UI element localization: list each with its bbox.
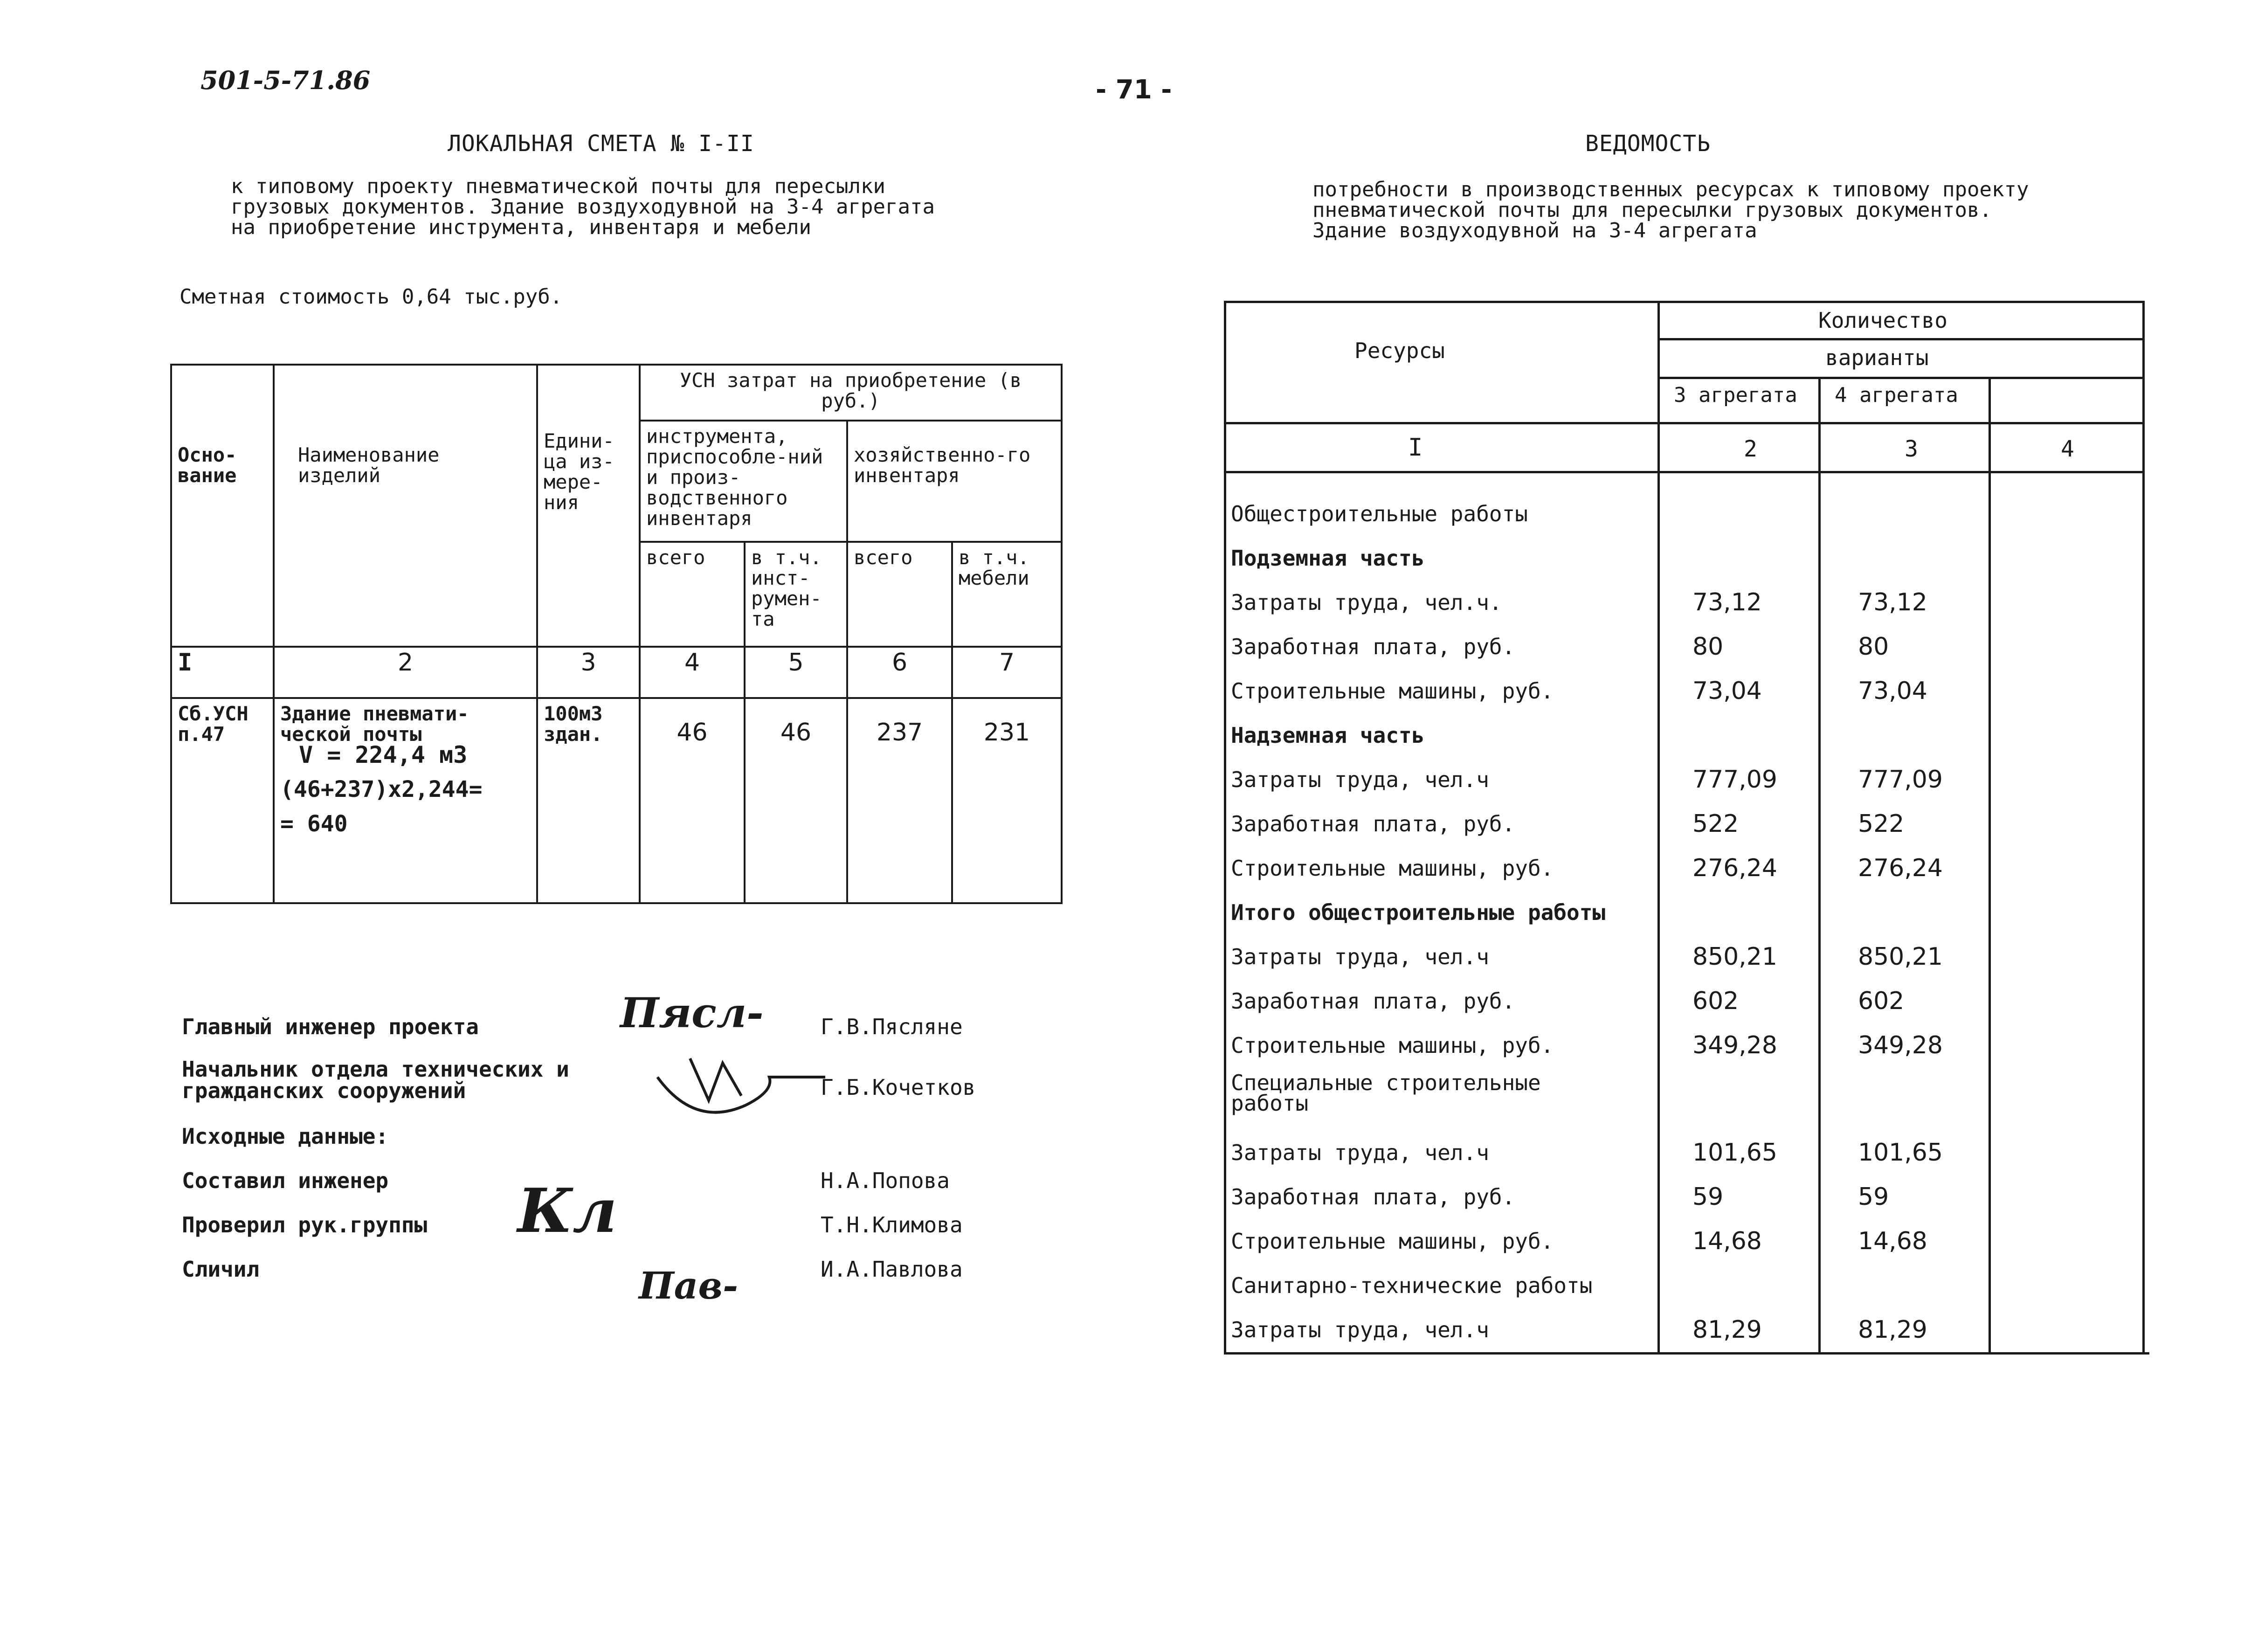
- estimate-cost: Сметная стоимость 0,64 тыс.руб.: [180, 285, 563, 309]
- row-unit: 100м3 здан.: [537, 698, 640, 903]
- value-4-units: 59: [1858, 1183, 1889, 1211]
- header-quantity: Количество: [1818, 308, 1947, 333]
- resource-label: Затраты труда, чел.ч: [1231, 1317, 1489, 1342]
- col-number: I: [171, 647, 274, 698]
- vedomost-title: ВЕДОМОСТЬ: [1585, 131, 1711, 157]
- row-value-4: 46: [640, 698, 745, 903]
- value-3-units: 602: [1692, 987, 1739, 1015]
- intro-line: потребности в производственных ресурсах к типовому проекту: [1312, 178, 2029, 201]
- value-4-units: 602: [1858, 987, 1905, 1015]
- row-value-7: 231: [952, 698, 1062, 903]
- value-4-units: 777,09: [1858, 766, 1943, 794]
- value-4-units: 80: [1858, 633, 1889, 661]
- estimate-intro: [231, 176, 935, 238]
- resource-label: Заработная плата, руб.: [1231, 811, 1515, 836]
- header-resources: Ресурсы: [1354, 338, 1445, 363]
- row-name: Здание пневмати-ческой почты: [280, 702, 469, 746]
- col-number: 6: [847, 647, 952, 698]
- row-volume: V = 224,4 м3: [299, 741, 468, 768]
- estimate-title: ЛОКАЛЬНАЯ СМЕТА № I-II: [448, 131, 754, 157]
- table-border-right: [2142, 303, 2145, 1355]
- resource-label: Строительные машины, руб.: [1231, 1033, 1554, 1058]
- intro-line: грузовых документов. Здание воздуходувной на 3-4 агрегата: [231, 195, 935, 219]
- page-number: - 71 -: [1096, 75, 1172, 105]
- table-border-left: [1224, 303, 1226, 1355]
- col-number: 4: [640, 647, 745, 698]
- row-basis: Сб.УСН п.47: [171, 698, 274, 903]
- resource-label: Заработная плата, руб.: [1231, 988, 1515, 1014]
- resource-label: Санитарно-технические работы: [1231, 1273, 1593, 1298]
- row-formula: (46+237)x2,244=: [280, 776, 483, 802]
- value-3-units: 850,21: [1692, 943, 1777, 971]
- signature-role: Исходные данные:: [182, 1124, 389, 1149]
- document-code: 501-5-71.86: [200, 65, 371, 95]
- resource-label: Строительные машины, руб.: [1231, 856, 1554, 881]
- signature-name: И.А.Павлова: [821, 1257, 963, 1282]
- table-divider: [1989, 378, 1991, 1355]
- intro-line: Здание воздуходувной на 3-4 агрегата: [1312, 219, 1757, 242]
- value-4-units: 349,28: [1858, 1031, 1943, 1059]
- value-4-units: 73,04: [1858, 677, 1927, 705]
- intro-line: к типовому проекту пневматической почты для пересылки: [231, 174, 885, 198]
- header-variant-2: 4 агрегата: [1835, 383, 1958, 407]
- vedomost-intro: [1312, 180, 2029, 241]
- col-number: I: [1408, 434, 1423, 462]
- value-3-units: 73,04: [1692, 677, 1762, 705]
- signature-mark: Пясл-: [620, 988, 764, 1037]
- row-value-6: 237: [847, 698, 952, 903]
- value-3-units: 59: [1692, 1183, 1724, 1211]
- header-usn: УСН затрат на приобретение (в руб.): [640, 365, 1062, 421]
- resource-label: Строительные машины, руб.: [1231, 1229, 1554, 1254]
- header-tools: инструмента, приспособле-ний и произ-водственного инвентаря: [640, 421, 847, 542]
- row-result: = 640: [280, 811, 348, 837]
- table-rule: [1224, 422, 2145, 424]
- signature-role: Составил инженер: [182, 1168, 389, 1193]
- value-4-units: 276,24: [1858, 854, 1943, 882]
- resource-label: Строительные машины, руб.: [1231, 678, 1554, 704]
- header-variant-1: 3 агрегата: [1674, 383, 1797, 407]
- value-3-units: 349,28: [1692, 1031, 1777, 1059]
- header-household: хозяйственно-го инвентаря: [847, 421, 1062, 542]
- col-number: 2: [1744, 436, 1757, 462]
- resource-label: Затраты труда, чел.ч.: [1231, 590, 1502, 615]
- signature-role: Начальник отдела технических и гражданских сооружений: [182, 1057, 569, 1103]
- resource-label: Заработная плата, руб.: [1231, 1184, 1515, 1210]
- resource-label: Затраты труда, чел.ч: [1231, 944, 1489, 969]
- table-rule: [1657, 377, 2145, 379]
- signature-mark: Кл: [518, 1175, 617, 1246]
- value-4-units: 101,65: [1858, 1139, 1943, 1167]
- col-number: 2: [274, 647, 537, 698]
- header-incl-furniture: в т.ч. мебели: [952, 542, 1062, 647]
- resource-label: Затраты труда, чел.ч: [1231, 1140, 1489, 1165]
- header-unit: Едини-ца из-мере-ния: [537, 365, 640, 647]
- header-name: Наименование изделий: [274, 365, 537, 647]
- resource-label: Итого общестроительные работы: [1231, 900, 1606, 925]
- table-border-bottom: [1224, 1352, 2149, 1355]
- header-total-tools: всего: [640, 542, 745, 647]
- value-3-units: 777,09: [1692, 766, 1777, 794]
- intro-line: на приобретение инструмента, инвентаря и мебели: [231, 215, 812, 239]
- value-4-units: 850,21: [1858, 943, 1943, 971]
- row-name-cell: [274, 698, 537, 903]
- signature-role: Сличил: [182, 1257, 260, 1282]
- header-basis: Осно-вание: [171, 365, 274, 647]
- header-total-household: всего: [847, 542, 952, 647]
- resource-label: Заработная плата, руб.: [1231, 634, 1515, 659]
- value-3-units: 522: [1692, 810, 1739, 838]
- value-4-units: 522: [1858, 810, 1905, 838]
- signature-name: Т.Н.Климова: [821, 1212, 963, 1237]
- signature-role: Проверил рук.группы: [182, 1212, 428, 1237]
- signature-name: Н.А.Попова: [821, 1168, 950, 1193]
- table-rule: [1224, 471, 2145, 473]
- value-4-units: 81,29: [1858, 1316, 1927, 1344]
- resource-label: Общестроительные работы: [1231, 501, 1528, 526]
- col-number: 7: [952, 647, 1062, 698]
- value-3-units: 81,29: [1692, 1316, 1762, 1344]
- col-number: 3: [1905, 436, 1918, 462]
- table-rule: [1657, 338, 2145, 340]
- value-4-units: 14,68: [1858, 1227, 1927, 1255]
- col-number: 4: [2061, 436, 2074, 462]
- value-4-units: 73,12: [1858, 588, 1927, 616]
- resource-label: Надземная часть: [1231, 723, 1425, 748]
- header-incl-tools: в т.ч. инст-румен-та: [745, 542, 847, 647]
- signature-drawing: [653, 1049, 830, 1133]
- header-variants: варианты: [1825, 345, 1929, 370]
- value-3-units: 101,65: [1692, 1139, 1777, 1167]
- signature-name: Г.В.Пясляне: [821, 1014, 963, 1039]
- row-value-5: 46: [745, 698, 847, 903]
- intro-line: пневматической почты для пересылки грузовых документов.: [1312, 198, 1992, 222]
- col-number: 3: [537, 647, 640, 698]
- estimate-table: [170, 364, 1063, 904]
- value-3-units: 80: [1692, 633, 1724, 661]
- value-3-units: 276,24: [1692, 854, 1777, 882]
- resource-label: Подземная часть: [1231, 546, 1425, 571]
- table-border-top: [1224, 301, 2145, 303]
- signature-role: Главный инженер проекта: [182, 1014, 479, 1039]
- signature-name: Г.Б.Кочетков: [821, 1075, 976, 1100]
- table-divider: [1818, 378, 1821, 1355]
- value-3-units: 73,12: [1692, 588, 1762, 616]
- col-number: 5: [745, 647, 847, 698]
- table-divider: [1657, 303, 1660, 1355]
- value-3-units: 14,68: [1692, 1227, 1762, 1255]
- resource-label: Специальные строительные работы: [1231, 1070, 1541, 1116]
- signature-mark: Пав-: [639, 1264, 739, 1307]
- resource-label: Затраты труда, чел.ч: [1231, 767, 1489, 792]
